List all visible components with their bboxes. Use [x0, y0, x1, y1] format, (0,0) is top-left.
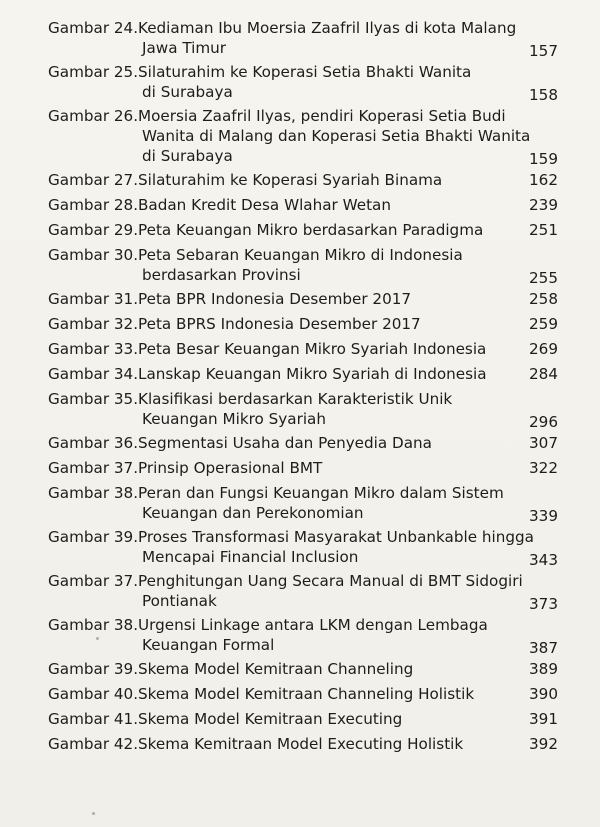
figure-label: Gambar 40.	[48, 685, 139, 703]
figure-title-line: Skema Kemitraan Model Executing Holistik	[138, 735, 464, 753]
figure-title-line: Wanita di Malang dan Koperasi Setia Bhakti Wanita	[142, 127, 531, 145]
figure-label: Gambar 27.	[48, 171, 139, 189]
figure-title-line: Penghitungan Uang Secara Manual di BMT Sidogiri	[138, 572, 523, 590]
toc-entry	[48, 571, 558, 611]
page-number: 239	[529, 196, 558, 214]
page-number: 284	[529, 365, 558, 383]
figure-title	[138, 659, 558, 679]
figure-title	[138, 314, 558, 334]
page-number: 391	[529, 710, 558, 728]
page-number: 162	[529, 171, 558, 189]
figure-title	[138, 458, 558, 478]
figure-title-line: Mencapai Financial Inclusion	[142, 548, 359, 566]
page-number: 392	[529, 735, 558, 753]
page-number: 296	[529, 413, 558, 431]
figure-title-line: di Surabaya	[142, 83, 233, 101]
figure-title	[138, 709, 558, 729]
figure-label: Gambar 24.	[48, 19, 139, 37]
toc-entry	[48, 106, 558, 166]
figure-title	[138, 364, 558, 384]
page-number: 373	[529, 595, 558, 613]
figure-title-line: Keuangan Mikro Syariah	[142, 410, 326, 428]
figure-label: Gambar 38.	[48, 616, 139, 634]
figure-title	[138, 433, 558, 453]
paper-speck	[92, 812, 95, 815]
figure-title-line: Skema Model Kemitraan Executing	[138, 710, 403, 728]
toc-entry	[48, 195, 558, 215]
figure-title-line: Peta Sebaran Keuangan Mikro di Indonesia	[138, 246, 463, 264]
figure-title	[138, 389, 558, 429]
figure-title-line: Peta BPRS Indonesia Desember 2017	[138, 315, 421, 333]
page-number: 269	[529, 340, 558, 358]
page-number: 158	[529, 86, 558, 104]
figure-label: Gambar 26.	[48, 107, 139, 125]
figure-title-line: Lanskap Keuangan Mikro Syariah di Indonesia	[138, 365, 487, 383]
toc-entry	[48, 339, 558, 359]
figure-title-line: Skema Model Kemitraan Channeling Holistik	[138, 685, 475, 703]
page-number: 343	[529, 551, 558, 569]
figure-label: Gambar 37.	[48, 459, 139, 477]
figure-title-line: Keuangan dan Perekonomian	[142, 504, 364, 522]
figure-title	[138, 615, 558, 655]
toc-entry	[48, 433, 558, 453]
toc-entry	[48, 483, 558, 523]
figure-label: Gambar 29.	[48, 221, 139, 239]
page-number: 255	[529, 269, 558, 287]
figure-title-line: Kediaman Ibu Moersia Zaafril Ilyas di kota Malang	[138, 19, 517, 37]
toc-entry	[48, 527, 558, 567]
toc-entry	[48, 314, 558, 334]
toc-entry	[48, 709, 558, 729]
figure-label: Gambar 38.	[48, 484, 139, 502]
page-number: 390	[529, 685, 558, 703]
figure-title-line: Peran dan Fungsi Keuangan Mikro dalam Sistem	[138, 484, 504, 502]
figure-label: Gambar 32.	[48, 315, 139, 333]
page-number: 307	[529, 434, 558, 452]
figure-title	[138, 170, 558, 190]
figure-title-line: Urgensi Linkage antara LKM dengan Lembaga	[138, 616, 488, 634]
paper-speck	[96, 637, 99, 640]
figure-label: Gambar 41.	[48, 710, 139, 728]
toc-entry	[48, 289, 558, 309]
page-number: 339	[529, 507, 558, 525]
figure-title	[138, 289, 558, 309]
figure-title	[138, 18, 564, 58]
figure-title-line: Prinsip Operasional BMT	[138, 459, 323, 477]
figure-label: Gambar 25.	[48, 63, 139, 81]
figure-label: Gambar 31.	[48, 290, 139, 308]
page-number: 157	[529, 42, 558, 60]
figure-label: Gambar 30.	[48, 246, 139, 264]
figure-title	[138, 734, 558, 754]
figure-label: Gambar 39.	[48, 660, 139, 678]
figure-title	[138, 483, 558, 523]
page-number: 389	[529, 660, 558, 678]
page-number: 259	[529, 315, 558, 333]
page-number: 322	[529, 459, 558, 477]
figure-title-line: Silaturahim ke Koperasi Setia Bhakti Wanita	[138, 63, 472, 81]
figure-title-line: Proses Transformasi Masyarakat Unbankable hingga	[138, 528, 534, 546]
toc-entry	[48, 220, 558, 240]
toc-entry	[48, 364, 558, 384]
toc-entry	[48, 458, 558, 478]
figure-title-line: Segmentasi Usaha dan Penyedia Dana	[138, 434, 432, 452]
figure-label: Gambar 33.	[48, 340, 139, 358]
toc-entry	[48, 18, 558, 58]
list-of-figures	[48, 18, 558, 759]
figure-title-line: Silaturahim ke Koperasi Syariah Binama	[138, 171, 443, 189]
toc-entry	[48, 62, 558, 102]
figure-title	[138, 62, 558, 102]
figure-title-line: Keuangan Formal	[142, 636, 275, 654]
toc-entry	[48, 245, 558, 285]
figure-title	[138, 571, 571, 611]
figure-title	[138, 106, 578, 166]
figure-title-line: berdasarkan Provinsi	[142, 266, 301, 284]
figure-label: Gambar 35.	[48, 390, 139, 408]
figure-label: Gambar 34.	[48, 365, 139, 383]
figure-label: Gambar 39.	[48, 528, 139, 546]
figure-title	[138, 195, 558, 215]
figure-title-line: Peta BPR Indonesia Desember 2017	[138, 290, 412, 308]
toc-entry	[48, 615, 558, 655]
figure-title-line: di Surabaya	[142, 147, 233, 165]
figure-title-line: Moersia Zaafril Ilyas, pendiri Koperasi Setia Budi	[138, 107, 506, 125]
figure-title-line: Skema Model Kemitraan Channeling	[138, 660, 414, 678]
figure-title	[138, 245, 558, 285]
page-number: 387	[529, 639, 558, 657]
page-number: 258	[529, 290, 558, 308]
page-number: 159	[529, 150, 558, 168]
figure-title-line: Badan Kredit Desa Wlahar Wetan	[138, 196, 391, 214]
figure-title-line: Klasifikasi berdasarkan Karakteristik Unik	[138, 390, 453, 408]
figure-title-line: Peta Keuangan Mikro berdasarkan Paradigma	[138, 221, 484, 239]
figure-label: Gambar 28.	[48, 196, 139, 214]
figure-label: Gambar 42.	[48, 735, 139, 753]
figure-title-line: Peta Besar Keuangan Mikro Syariah Indonesia	[138, 340, 487, 358]
toc-entry	[48, 170, 558, 190]
page-number: 251	[529, 221, 558, 239]
toc-entry	[48, 659, 558, 679]
toc-entry	[48, 684, 558, 704]
figure-label: Gambar 36.	[48, 434, 139, 452]
toc-entry	[48, 389, 558, 429]
figure-label: Gambar 37.	[48, 572, 139, 590]
figure-title	[138, 339, 558, 359]
figure-title	[138, 220, 558, 240]
figure-title-line: Pontianak	[142, 592, 217, 610]
toc-entry	[48, 734, 558, 754]
figure-title	[138, 684, 558, 704]
figure-title-line: Jawa Timur	[142, 39, 227, 57]
